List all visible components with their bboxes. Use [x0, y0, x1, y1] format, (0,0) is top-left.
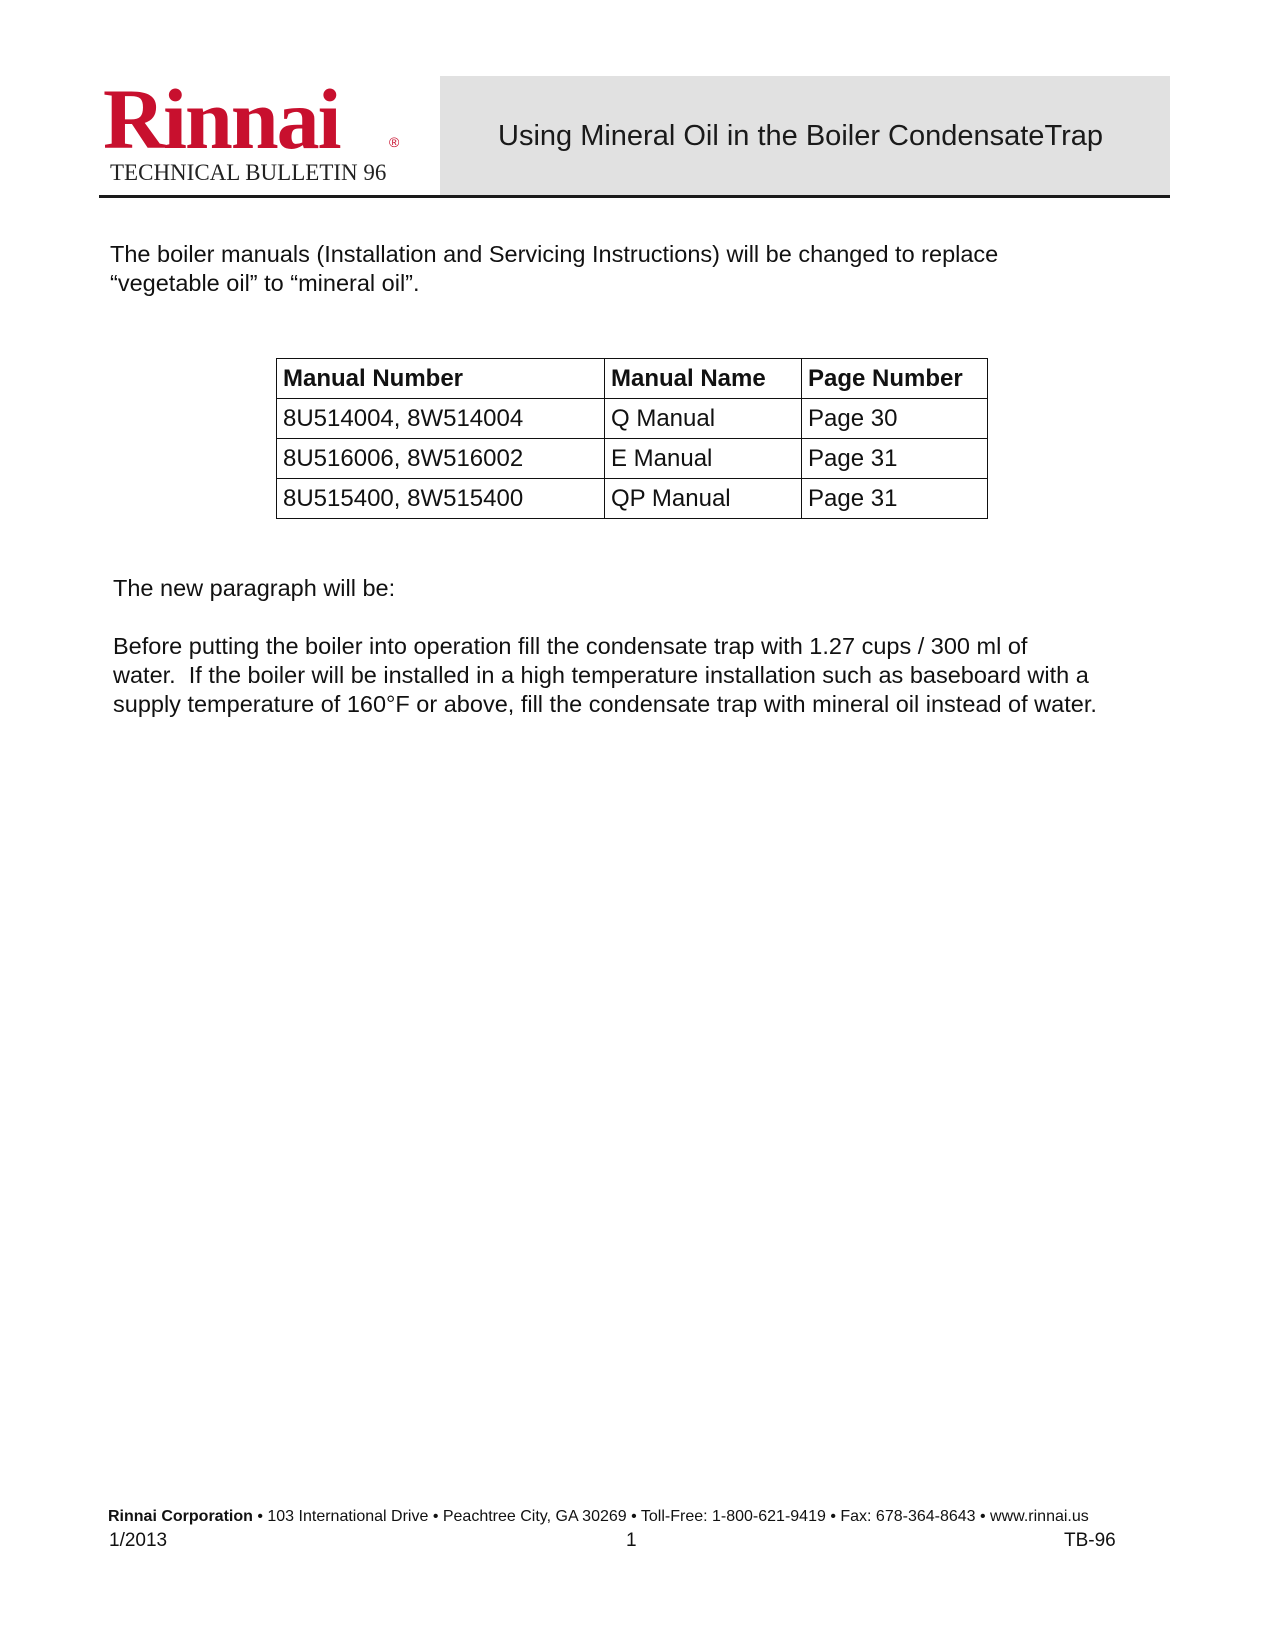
new-paragraph-line-1: Before putting the boiler into operation fill the condensate trap with 1.27 cups / 300 ml of: [113, 633, 1028, 659]
cell-manual-number: 8U514004, 8W514004: [277, 399, 605, 439]
footer-company: Rinnai Corporation: [108, 1508, 253, 1525]
cell-manual-number: 8U515400, 8W515400: [277, 479, 605, 519]
cell-manual-name: QP Manual: [605, 479, 802, 519]
table-header-row: [277, 359, 988, 399]
table-row: [277, 479, 988, 519]
manuals-table: [276, 358, 988, 519]
new-paragraph-label: The new paragraph will be:: [113, 575, 396, 601]
cell-page-number: Page 30: [802, 399, 988, 439]
cell-manual-name: Q Manual: [605, 399, 802, 439]
header-manual-number: Manual Number: [277, 359, 605, 399]
footer-date: 1/2013: [109, 1530, 168, 1551]
footer-details: • 103 International Drive • Peachtree City, GA 30269 • Toll-Free: 1-800-621-9419 • Fax: 678-364-8643 • www.rinnai.us: [252, 1508, 1089, 1525]
table-row: [277, 399, 988, 439]
bulletin-header: [99, 71, 1170, 198]
table-row: [277, 439, 988, 479]
intro-line-2: “vegetable oil” to “mineral oil”.: [110, 270, 420, 296]
logo-block: [99, 71, 439, 195]
registered-mark: ®: [389, 134, 400, 150]
new-paragraph-text: [113, 632, 1173, 719]
title-box: [440, 76, 1170, 195]
page-title: Using Mineral Oil in the Boiler CondensateTrap: [498, 120, 1103, 152]
header-page-number: Page Number: [802, 359, 988, 399]
new-paragraph-line-2: water. If the boiler will be installed in a high temperature installation such as baseboard with a: [113, 662, 1089, 688]
footer-doc-id: TB-96: [1064, 1530, 1116, 1551]
intro-paragraph: [110, 240, 1110, 298]
bulletin-number: TECHNICAL BULLETIN 96: [110, 160, 387, 185]
cell-page-number: Page 31: [802, 479, 988, 519]
header-manual-name: Manual Name: [605, 359, 802, 399]
rinnai-logo: Rinnai: [103, 71, 340, 167]
footer-page-number: 1: [626, 1530, 637, 1551]
cell-page-number: Page 31: [802, 439, 988, 479]
cell-manual-number: 8U516006, 8W516002: [277, 439, 605, 479]
cell-manual-name: E Manual: [605, 439, 802, 479]
new-paragraph-line-3: supply temperature of 160°F or above, fill the condensate trap with mineral oil instead of water.: [113, 691, 1097, 717]
intro-line-1: The boiler manuals (Installation and Servicing Instructions) will be changed to replace: [110, 241, 999, 267]
footer-contact: [108, 1508, 1089, 1526]
